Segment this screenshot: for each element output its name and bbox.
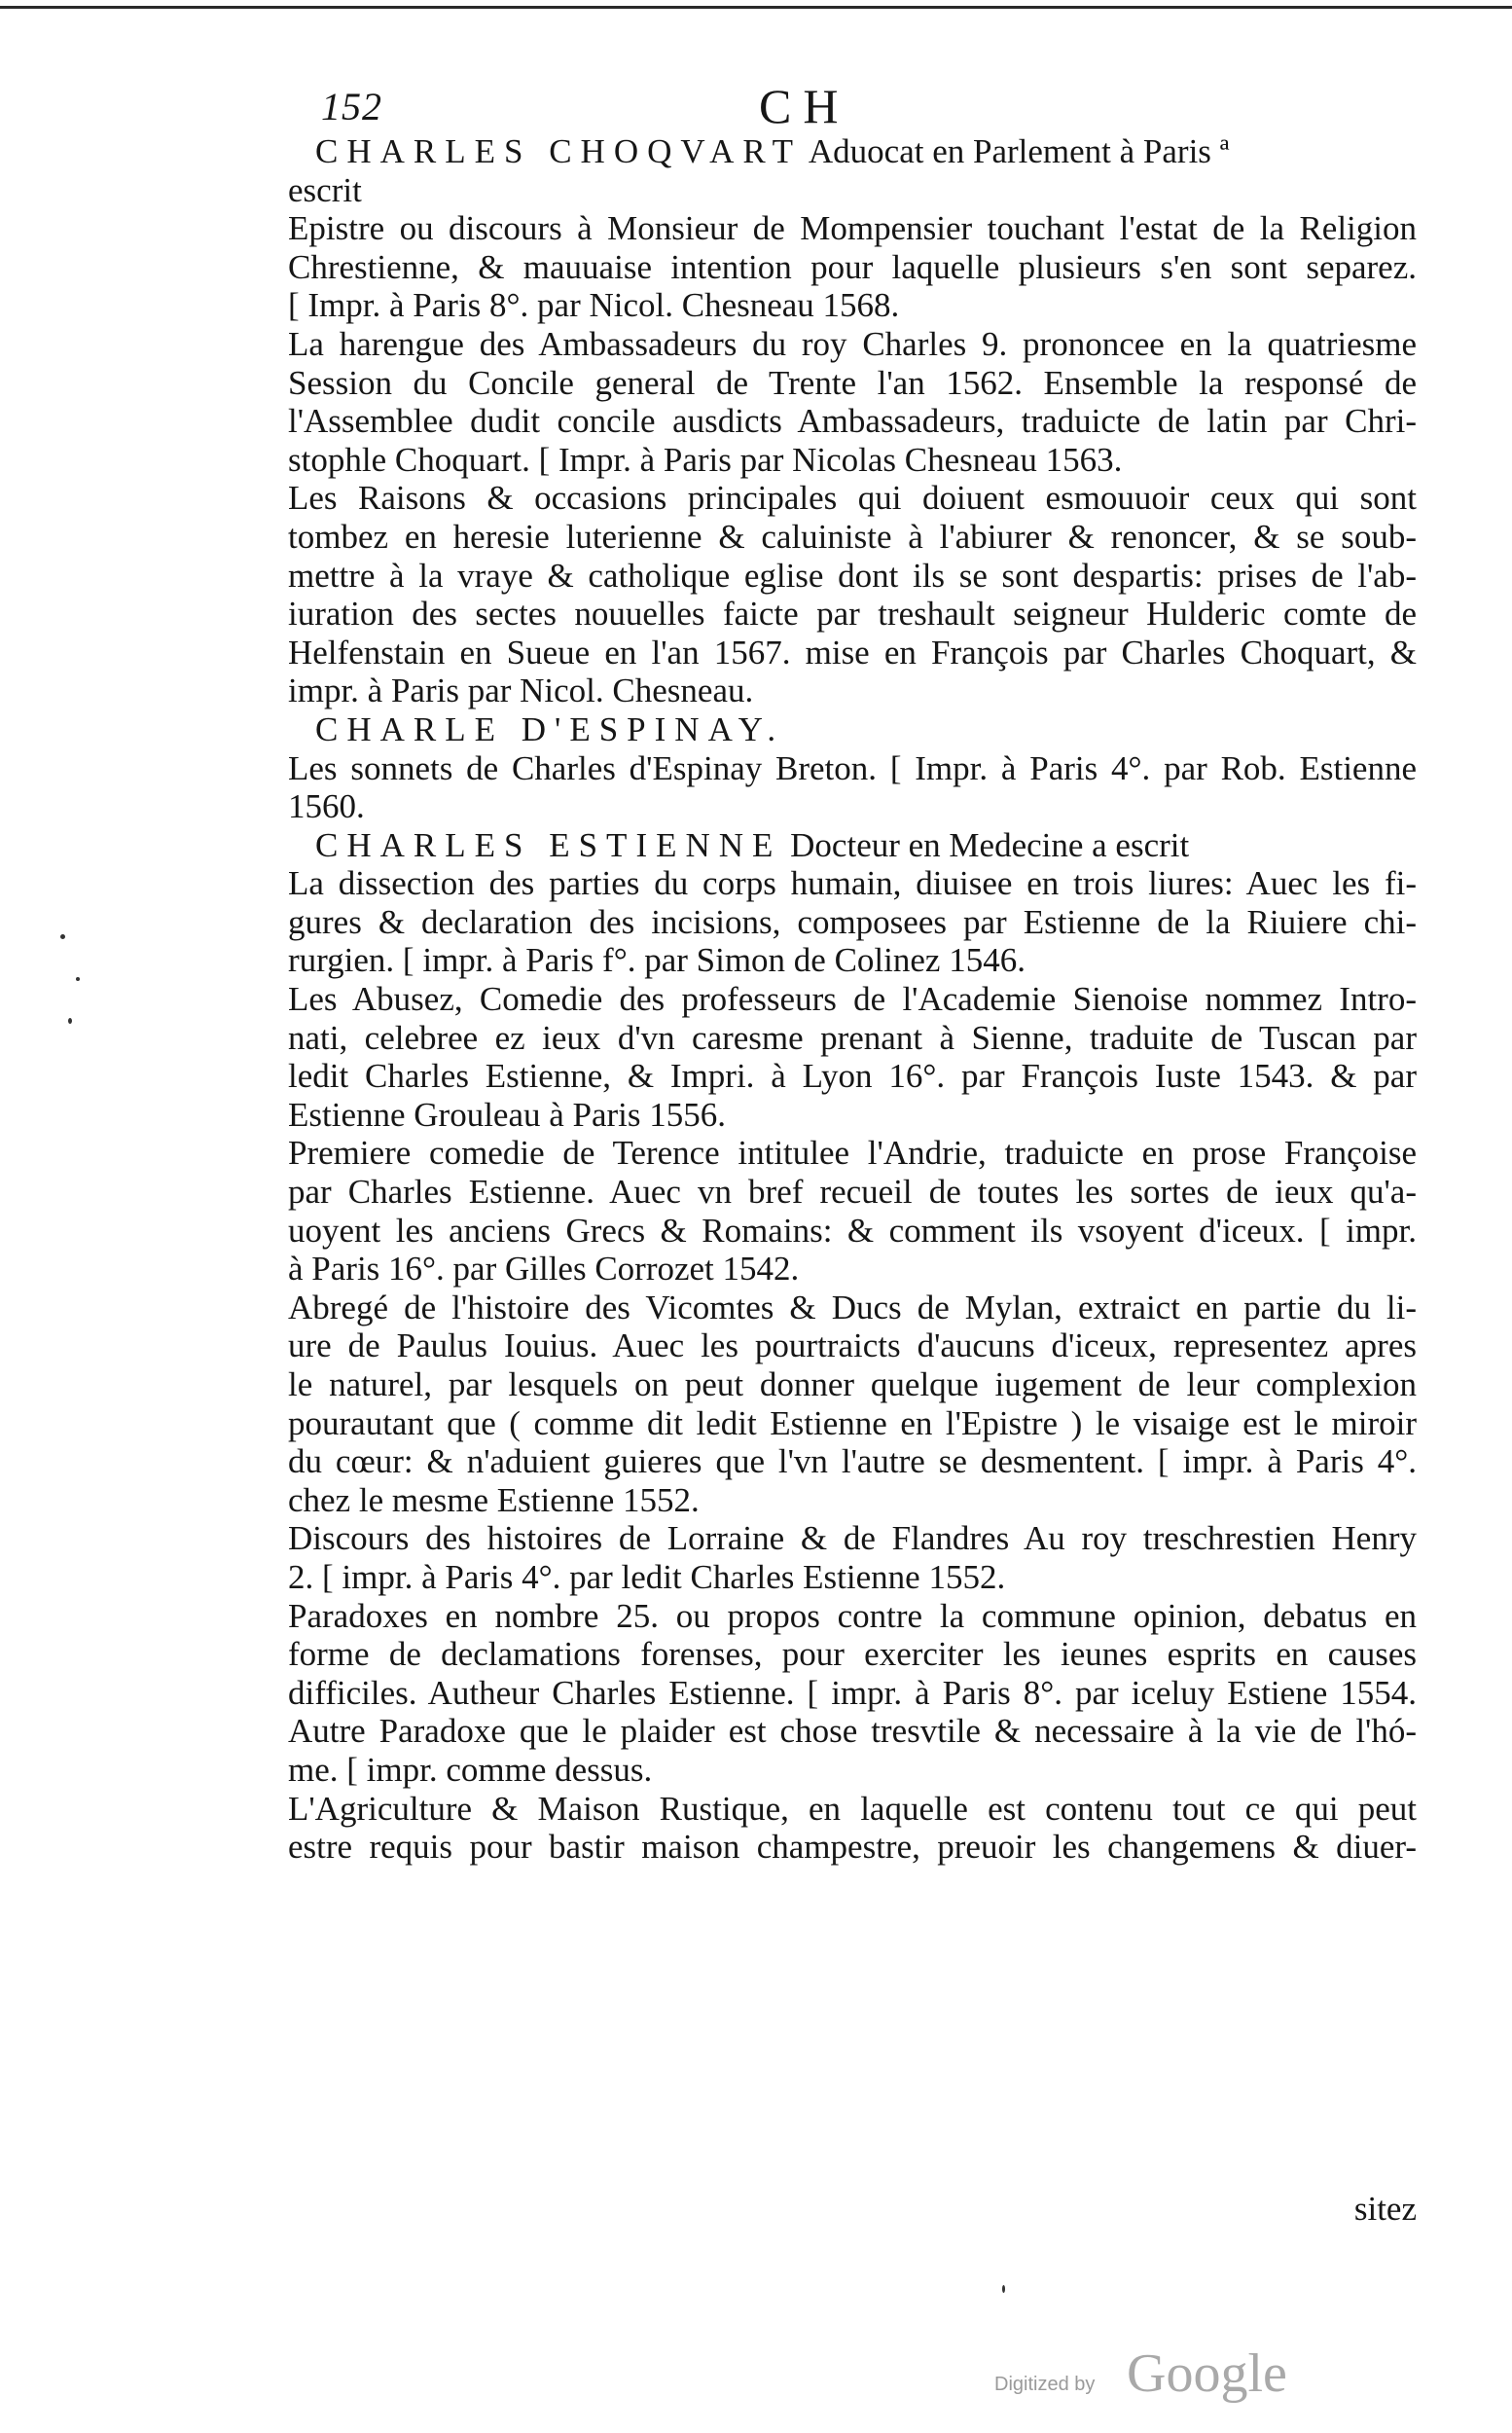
line-text: L'Agriculture & Maison Rustique, en laquelle est contenu tout ce qui peut bbox=[288, 1789, 1417, 1828]
text-line bbox=[288, 1828, 1417, 1867]
text-line bbox=[288, 325, 1417, 364]
line-text: gures & declaration des incisions, composees par Estienne de la Riuiere chi- bbox=[288, 902, 1417, 941]
line-text: CHARLES CHOQVART bbox=[315, 132, 803, 170]
line-text: La harengue des Ambassadeurs du roy Charles 9. prononcee en la quatriesme bbox=[288, 324, 1417, 363]
line-text: mettre à la vraye & catholique eglise dont ils se sont despartis: prises de l'ab- bbox=[288, 556, 1417, 595]
text-line bbox=[288, 1712, 1417, 1751]
text-line bbox=[288, 595, 1417, 634]
text-line bbox=[288, 518, 1417, 557]
line-text: Discours des histoires de Lorraine & de Flandres Au roy treschrestien Henry bbox=[288, 1519, 1417, 1558]
line-text: ledit Charles Estienne, & Impri. à Lyon 16°. par François Iuste 1543. & par bbox=[288, 1057, 1417, 1096]
text-line bbox=[288, 364, 1417, 403]
text-line bbox=[288, 248, 1417, 287]
text-line bbox=[288, 1519, 1417, 1558]
line-text: Les Raisons & occasions principales qui doiuent esmouuoir ceux qui sont bbox=[288, 479, 1417, 518]
text-line bbox=[288, 1597, 1417, 1636]
line-text: tombez en heresie luterienne & caluiniste à l'abiurer & renoncer, & se soub- bbox=[288, 517, 1417, 556]
author-heading bbox=[288, 132, 1417, 171]
heading-description: Docteur en Medecine a escrit bbox=[781, 825, 1190, 864]
text-line bbox=[288, 441, 1417, 480]
line-text: ure de Paulus Iouius. Auec les pourtraicts d'aucuns d'iceux, representez apres bbox=[288, 1326, 1417, 1365]
line-text: iuration des sectes nouuelles faicte par treshault seigneur Hulderic comte de bbox=[288, 595, 1417, 634]
line-text: uoyent les anciens Grecs & Romains: & comment ils vsoyent d'iceux. [ impr. bbox=[288, 1211, 1417, 1250]
line-text: escrit bbox=[288, 170, 362, 209]
line-text: forme de declamations forenses, pour exerciter les ieunes esprits en causes bbox=[288, 1635, 1417, 1674]
text-line bbox=[288, 903, 1417, 942]
line-text: Les sonnets de Charles d'Espinay Breton. [ Impr. à Paris 4°. par Rob. Estienne bbox=[288, 748, 1417, 787]
line-text: l'Assemblee dudit concile ausdicts Ambassadeurs, traduicte de latin par Chri- bbox=[288, 402, 1417, 441]
scan-speck bbox=[68, 1018, 72, 1024]
text-line bbox=[288, 1751, 1417, 1790]
line-text: rurgien. [ impr. à Paris f°. par Simon de Colinez 1546. bbox=[288, 941, 1026, 980]
line-text: Paradoxes en nombre 25. ou propos contre la commune opinion, debatus en bbox=[288, 1596, 1417, 1635]
text-line bbox=[288, 1057, 1417, 1096]
line-text: impr. à Paris par Nicol. Chesneau. bbox=[288, 672, 754, 710]
text-line bbox=[288, 864, 1417, 903]
watermark-google-logo: Google bbox=[1127, 2343, 1287, 2404]
line-text: par Charles Estienne. Auec vn bref recueil de toutes les sortes de ieux qu'a- bbox=[288, 1173, 1417, 1212]
text-line bbox=[288, 787, 1417, 826]
scan-speck bbox=[60, 934, 65, 939]
line-text: nati, celebree ez ieux d'vn caresme prenant à Sienne, traduite de Tuscan par bbox=[288, 1018, 1417, 1057]
text-line bbox=[288, 1134, 1417, 1173]
line-text: Chrestienne, & mauuaise intention pour laquelle plusieurs s'en sont separez. bbox=[288, 247, 1417, 286]
catchword: sitez bbox=[1353, 2190, 1417, 2228]
line-text: me. [ impr. comme dessus. bbox=[288, 1750, 653, 1789]
text-line bbox=[288, 1558, 1417, 1597]
line-text: Autre Paradoxe que le plaider est chose tresvtile & necessaire à la vie de l'hó- bbox=[288, 1712, 1417, 1751]
author-heading bbox=[288, 826, 1417, 865]
watermark-digitized-text: Digitized by bbox=[994, 2374, 1096, 2395]
text-line bbox=[288, 672, 1417, 710]
text-line bbox=[288, 1212, 1417, 1251]
text-line bbox=[288, 749, 1417, 788]
line-text: Estienne Grouleau à Paris 1556. bbox=[288, 1095, 727, 1134]
line-text: du cœur: & n'aduient guieres que l'vn l'autre se desmentent. [ impr. à Paris 4°. bbox=[288, 1442, 1417, 1481]
text-line bbox=[288, 1096, 1417, 1135]
text-line bbox=[288, 1019, 1417, 1058]
line-text: 2. [ impr. à Paris 4°. par ledit Charles Estienne 1552. bbox=[288, 1557, 1006, 1596]
line-text: Abregé de l'histoire des Vicomtes & Ducs de Mylan, extraict en partie du li- bbox=[288, 1288, 1417, 1326]
line-text: estre requis pour bastir maison champestre, preuoir les changemens & diuer- bbox=[288, 1828, 1417, 1867]
text-line bbox=[288, 1173, 1417, 1212]
text-line bbox=[288, 209, 1417, 248]
top-border-rule bbox=[0, 6, 1512, 9]
text-line bbox=[288, 1404, 1417, 1443]
line-text: CHARLE D'ESPINAY. bbox=[315, 709, 785, 748]
text-line bbox=[288, 479, 1417, 518]
author-heading bbox=[288, 710, 1417, 749]
line-text: pourautant que ( comme dit ledit Estienne en l'Epistre ) le visaige est le miroir bbox=[288, 1403, 1417, 1442]
text-block bbox=[288, 132, 1417, 1867]
line-text: le naturel, par lesquels on peut donner quelque iugement de leur complexion bbox=[288, 1365, 1417, 1403]
line-text: Helfenstain en Sueue en l'an 1567. mise en François par Charles Choquart, & bbox=[288, 633, 1417, 672]
text-line bbox=[288, 1442, 1417, 1481]
heading-description: Aduocat en Parlement à Paris ª bbox=[802, 132, 1230, 170]
line-text: [ Impr. à Paris 8°. par Nicol. Chesneau 1568. bbox=[288, 286, 900, 325]
text-line bbox=[288, 1365, 1417, 1404]
text-line bbox=[288, 402, 1417, 441]
line-text: difficiles. Autheur Charles Estienne. [ impr. à Paris 8°. par iceluy Estiene 1554. bbox=[288, 1673, 1417, 1712]
text-line bbox=[288, 941, 1417, 980]
line-text: Premiere comedie de Terence intitulee l'Andrie, traduicte en prose Françoise bbox=[288, 1134, 1417, 1173]
line-text: Session du Concile general de Trente l'an 1562. Ensemble la responsé de bbox=[288, 363, 1417, 402]
text-line bbox=[288, 1635, 1417, 1674]
text-line bbox=[288, 1250, 1417, 1289]
text-line bbox=[288, 171, 1417, 210]
scan-speck bbox=[1002, 2285, 1005, 2293]
text-line bbox=[288, 1289, 1417, 1327]
scan-speck bbox=[76, 977, 80, 981]
text-line bbox=[288, 286, 1417, 325]
text-line bbox=[288, 557, 1417, 596]
text-line bbox=[288, 1481, 1417, 1520]
text-line bbox=[288, 980, 1417, 1019]
line-text: stophle Choquart. [ Impr. à Paris par Nicolas Chesneau 1563. bbox=[288, 440, 1123, 479]
line-text: Epistre ou discours à Monsieur de Mompensier touchant l'estat de la Religion bbox=[288, 209, 1417, 248]
line-text: chez le mesme Estienne 1552. bbox=[288, 1480, 700, 1519]
text-line bbox=[288, 634, 1417, 672]
running-head: CH bbox=[759, 79, 850, 133]
line-text: CHARLES ESTIENNE bbox=[315, 825, 782, 864]
line-text: 1560. bbox=[288, 787, 365, 826]
digitized-by-google-watermark bbox=[994, 2341, 1306, 2409]
text-line bbox=[288, 1326, 1417, 1365]
text-line bbox=[288, 1790, 1417, 1829]
text-line bbox=[288, 1674, 1417, 1713]
page-number: 152 bbox=[321, 85, 382, 128]
line-text: La dissection des parties du corps humain, diuisee en trois liures: Auec les fi- bbox=[288, 864, 1417, 903]
line-text: à Paris 16°. par Gilles Corrozet 1542. bbox=[288, 1250, 800, 1289]
line-text: Les Abusez, Comedie des professeurs de l'Academie Sienoise nommez Intro- bbox=[288, 980, 1417, 1019]
